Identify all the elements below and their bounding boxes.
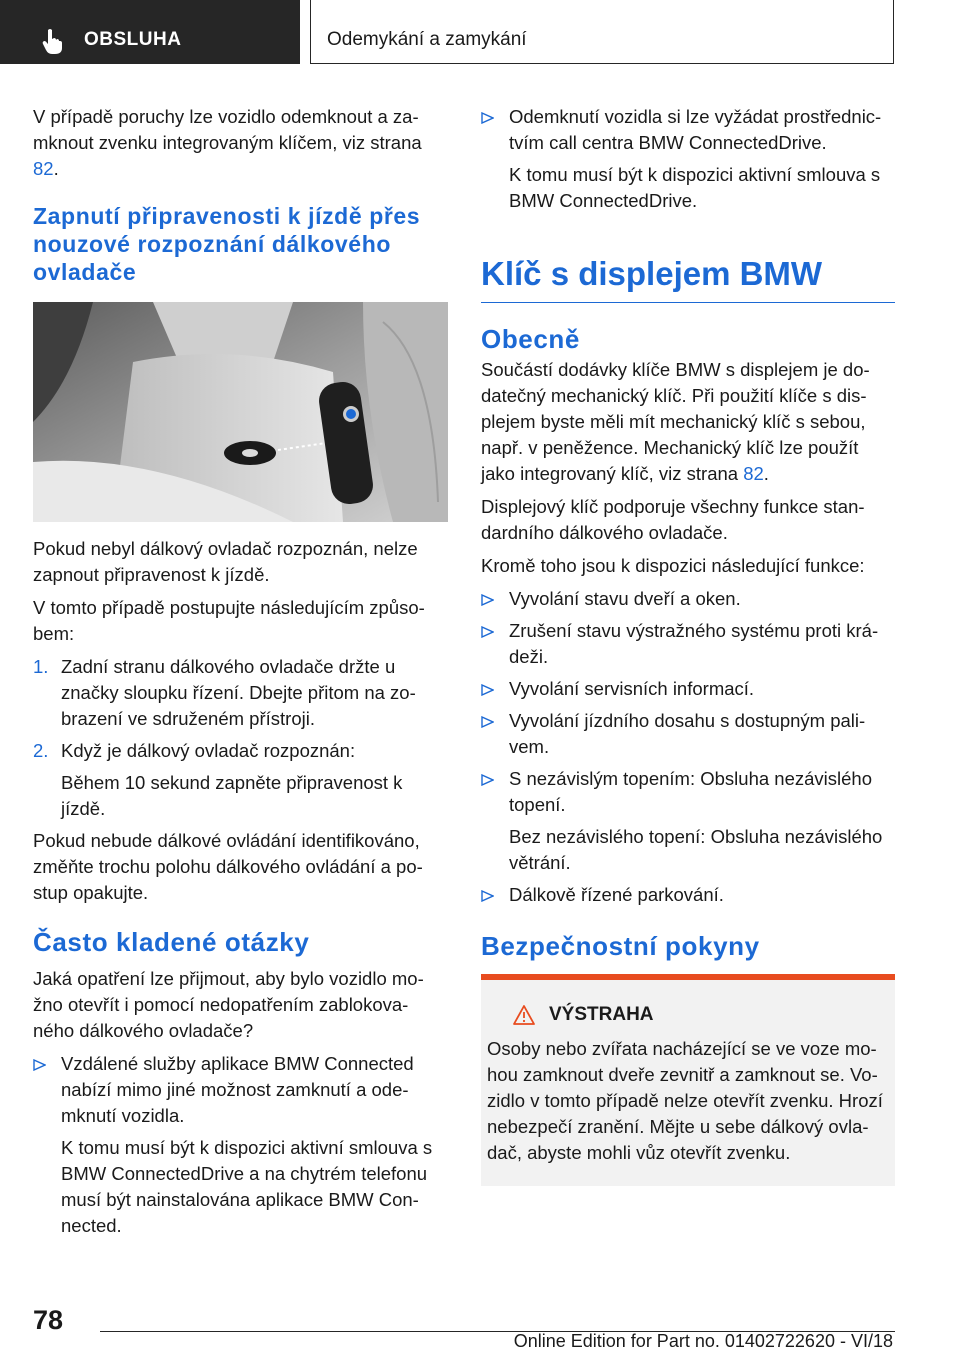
heading-display-key: Klíč s displejem BMW	[481, 254, 895, 303]
list-item: Vyvolání servisních informací.	[481, 676, 895, 702]
left-column	[33, 104, 448, 1245]
triangle-right-outline-icon	[481, 112, 494, 124]
triangle-right-outline-icon	[481, 684, 494, 696]
list-item: Vyvolání stavu dveří a oken.	[481, 586, 895, 612]
chapter-title: Odemykání a zamykání	[327, 29, 527, 50]
list-item: 2. Když je dálkový ovladač rozpoznán:	[33, 738, 448, 764]
section-title: OBSLUHA	[84, 29, 182, 50]
paragraph-not-detected: Pokud nebyl dálkový ovladač rozpoznán, nelze zapnout připravenost k jízdě.	[33, 538, 418, 585]
list-item: Dálkově řízené parkování.	[481, 882, 895, 908]
steering-column-key-photo	[33, 302, 448, 522]
step-number: 1.	[33, 656, 49, 677]
paragraph-functions: Displejový klíč podporuje všechny funkce stan-dardního dálkového ovladače.	[481, 496, 865, 543]
list-item: Odemknutí vozidla si lze vyžádat prostřednic-tvím call centra BMW ConnectedDrive.	[481, 104, 895, 156]
triangle-right-outline-icon	[481, 594, 494, 606]
paragraph-mechanical-key: Součástí dodávky klíče BMW s displejem je do-datečný mechanický klíč. Při použití klíče s dis-plejem byste měli mít mechanický klíč s sebou, např. v peněžence. Mechanický klíč lze použít jako integrovaný klíč, viz strana 82.	[481, 359, 870, 484]
header-section-tab	[0, 0, 300, 64]
list-item: 1. Zadní stranu dálkového ovladače držte u značky sloupku řízení. Dbejte přitom na zo-brazení ve sdruženém přístroji.	[33, 656, 416, 729]
warning-title: VÝSTRAHA	[549, 1004, 654, 1025]
heading-emergency-detection: Zapnutí připravenosti k jízdě přes nouzové rozpoznání dálkového ovladače	[33, 203, 421, 285]
page-link[interactable]: 82	[743, 463, 764, 484]
header-chapter-tab	[310, 0, 894, 64]
hand-pointer-icon	[42, 28, 62, 54]
page-number: 78	[33, 1305, 64, 1335]
faq-sub-text: K tomu musí být k dispozici aktivní smlouva s BMW ConnectedDrive a na chytrém telefonu musí být nainstalována aplikace BMW Con-nected.	[61, 1137, 433, 1236]
warning-triangle-icon	[513, 1005, 535, 1025]
feature-sub-text: Bez nezávislého topení: Obsluha nezávislého větrání.	[509, 826, 883, 873]
heading-general: Obecně	[481, 324, 580, 354]
warning-box	[481, 974, 895, 1186]
bullet-sub-text: K tomu musí být k dispozici aktivní smlouva s BMW ConnectedDrive.	[509, 164, 881, 211]
triangle-right-outline-icon	[33, 1059, 46, 1071]
triangle-right-outline-icon	[481, 774, 494, 786]
heading-faq: Často kladené otázky	[33, 927, 310, 957]
list-item: Vyvolání jízdního dosahu s dostupným pali-vem.	[481, 708, 895, 760]
faq-question: Jaká opatření lze přijmout, aby bylo vozidlo mo-žno otevřít i pomocí nedopatřením zablokova-ného dálkového ovladače?	[33, 968, 424, 1041]
warning-text: Osoby nebo zvířata nacházející se ve voze mo-hou zamknout dveře zevnitř a zamknout se. Vo-zidlo v tomto případě nelze otevřít zvenku. Hrozí nebezpečí zranění. Mějte u sebe dálkový ovla-dač, abyste mohli vůz otevřít zvenku.	[487, 1038, 883, 1163]
list-item: Vzdálené služby aplikace BMW Connected nabízí mimo jiné možnost zamknutí a ode-mknutí vozidla.	[33, 1051, 448, 1129]
right-column	[481, 104, 895, 1186]
paragraph-retry: Pokud nebude dálkové ovládání identifikováno, změňte trochu polohu dálkového ovládání a po-stup opakujte.	[33, 830, 423, 903]
step-sub-text: Během 10 sekund zapněte připravenost k jízdě.	[61, 772, 403, 819]
triangle-right-outline-icon	[481, 626, 494, 638]
heading-safety: Bezpečnostní pokyny	[481, 931, 760, 961]
intro-paragraph: V případě poruchy lze vozidlo odemknout a za-mknout zvenku integrovaným klíčem, viz strana 82.	[33, 106, 422, 179]
paragraph-procedure: V tomto případě postupujte následujícím způso-bem:	[33, 597, 425, 644]
warning-header	[487, 1002, 889, 1028]
triangle-right-outline-icon	[481, 716, 494, 728]
edition-note: Online Edition for Part no. 01402722620 - VI/18	[513, 1331, 893, 1351]
list-item: S nezávislým topením: Obsluha nezávislého topení.	[481, 766, 895, 818]
paragraph-additional: Kromě toho jsou k dispozici následující funkce:	[481, 555, 865, 576]
list-item: Zrušení stavu výstražného systému proti krá-deži.	[481, 618, 895, 670]
page-link[interactable]: 82	[33, 158, 54, 179]
triangle-right-outline-icon	[481, 890, 494, 902]
step-number: 2.	[33, 740, 49, 761]
